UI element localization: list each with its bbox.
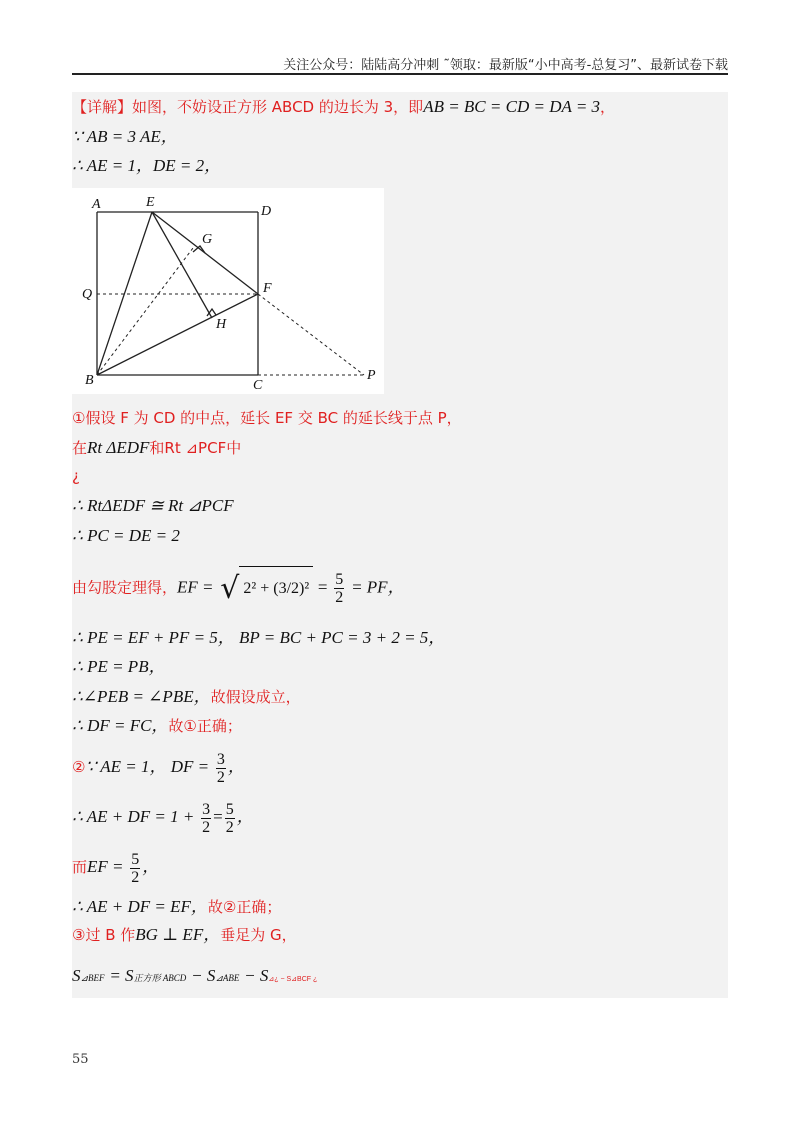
solution-line-7: ∴ RtΔEDF ≅ Rt ⊿PCF xyxy=(72,496,234,515)
solution-line-2: ∵ AB = 3 AE， xyxy=(72,127,178,146)
solution-line-18: ③过 B 作BG ⊥ EF，垂足为 G， xyxy=(72,925,297,944)
fraction: $\frac{5}{2}$ xyxy=(131,850,140,886)
label-F: F xyxy=(263,281,272,296)
solution-line-11: ∴ PE = PB， xyxy=(72,657,166,676)
solution-line-5: 在Rt ΔEDF和Rt ⊿PCF中 xyxy=(72,438,242,457)
label-Q: Q xyxy=(82,287,93,302)
label-H: H xyxy=(216,317,227,332)
solution-line-9: 由勾股定理得，EF = √ 2² + (3/2)² = $\frac{5}{2}$ = PF， xyxy=(72,566,405,611)
label-G: G xyxy=(202,232,213,247)
label-B: B xyxy=(85,373,94,388)
solution-line-4: ①假设 F 为 CD 的中点，延长 EF 交 BC 的延长线于点 P， xyxy=(72,409,462,427)
label-E: E xyxy=(146,195,155,210)
solution-line-15: ∴ AE + DF = 1 + $\frac{3}{2}$ = $\frac{5}{2}$ ， xyxy=(72,800,254,836)
page-header: 关注公众号：陆陆高分冲刺 ˜领取：最新版“小中高考-总复习”、最新试卷下载 xyxy=(283,58,728,73)
label-A: A xyxy=(92,197,101,212)
solution-line-13: ∴ DF = FC，故①正确； xyxy=(72,716,242,735)
solution-line-1: 【详解】如图，不妨设正方形 ABCD 的边长为 3，即AB = BC = CD = DA = 3， xyxy=(72,97,616,116)
sqrt-sign: √ xyxy=(220,570,240,606)
solution-line-8: ∴ PC = DE = 2 xyxy=(72,526,180,545)
solution-line-14: ②∵ AE = 1， DF = $\frac{3}{2}$ ， xyxy=(72,750,245,786)
solution-line-10: ∴ PE = EF + PF = 5， BP = BC + PC = 3 + 2 = 5， xyxy=(72,628,446,647)
sqrt-radicand: 2² + (3/2)² xyxy=(239,566,313,611)
label-P: P xyxy=(367,368,376,383)
fraction: $\frac{5}{2}$ xyxy=(335,571,344,606)
solution-line-12: ∴∠PEB = ∠PBE，故假设成立， xyxy=(72,687,301,706)
solution-line-19: S⊿BEF = S正方形 ABCD − S⊿ABE − S⊿¿ − S⊿BCF ¿ xyxy=(72,966,318,985)
solution-line-16: 而EF = $\frac{5}{2}$ ， xyxy=(72,850,160,886)
fraction: $\frac{5}{2}$ xyxy=(225,800,234,836)
label-D: D xyxy=(261,204,272,219)
solution-line-3: ∴ AE = 1，DE = 2， xyxy=(72,156,222,175)
solution-line-17: ∴ AE + DF = EF，故②正确； xyxy=(72,897,282,916)
geometry-figure xyxy=(72,188,384,394)
fraction: $\frac{3}{2}$ xyxy=(216,750,225,786)
header-rule xyxy=(72,73,728,75)
solution-line-6: ¿ xyxy=(72,467,80,485)
label-C: C xyxy=(253,378,263,393)
fraction: $\frac{3}{2}$ xyxy=(202,800,211,836)
page-number: 55 xyxy=(72,1052,89,1067)
